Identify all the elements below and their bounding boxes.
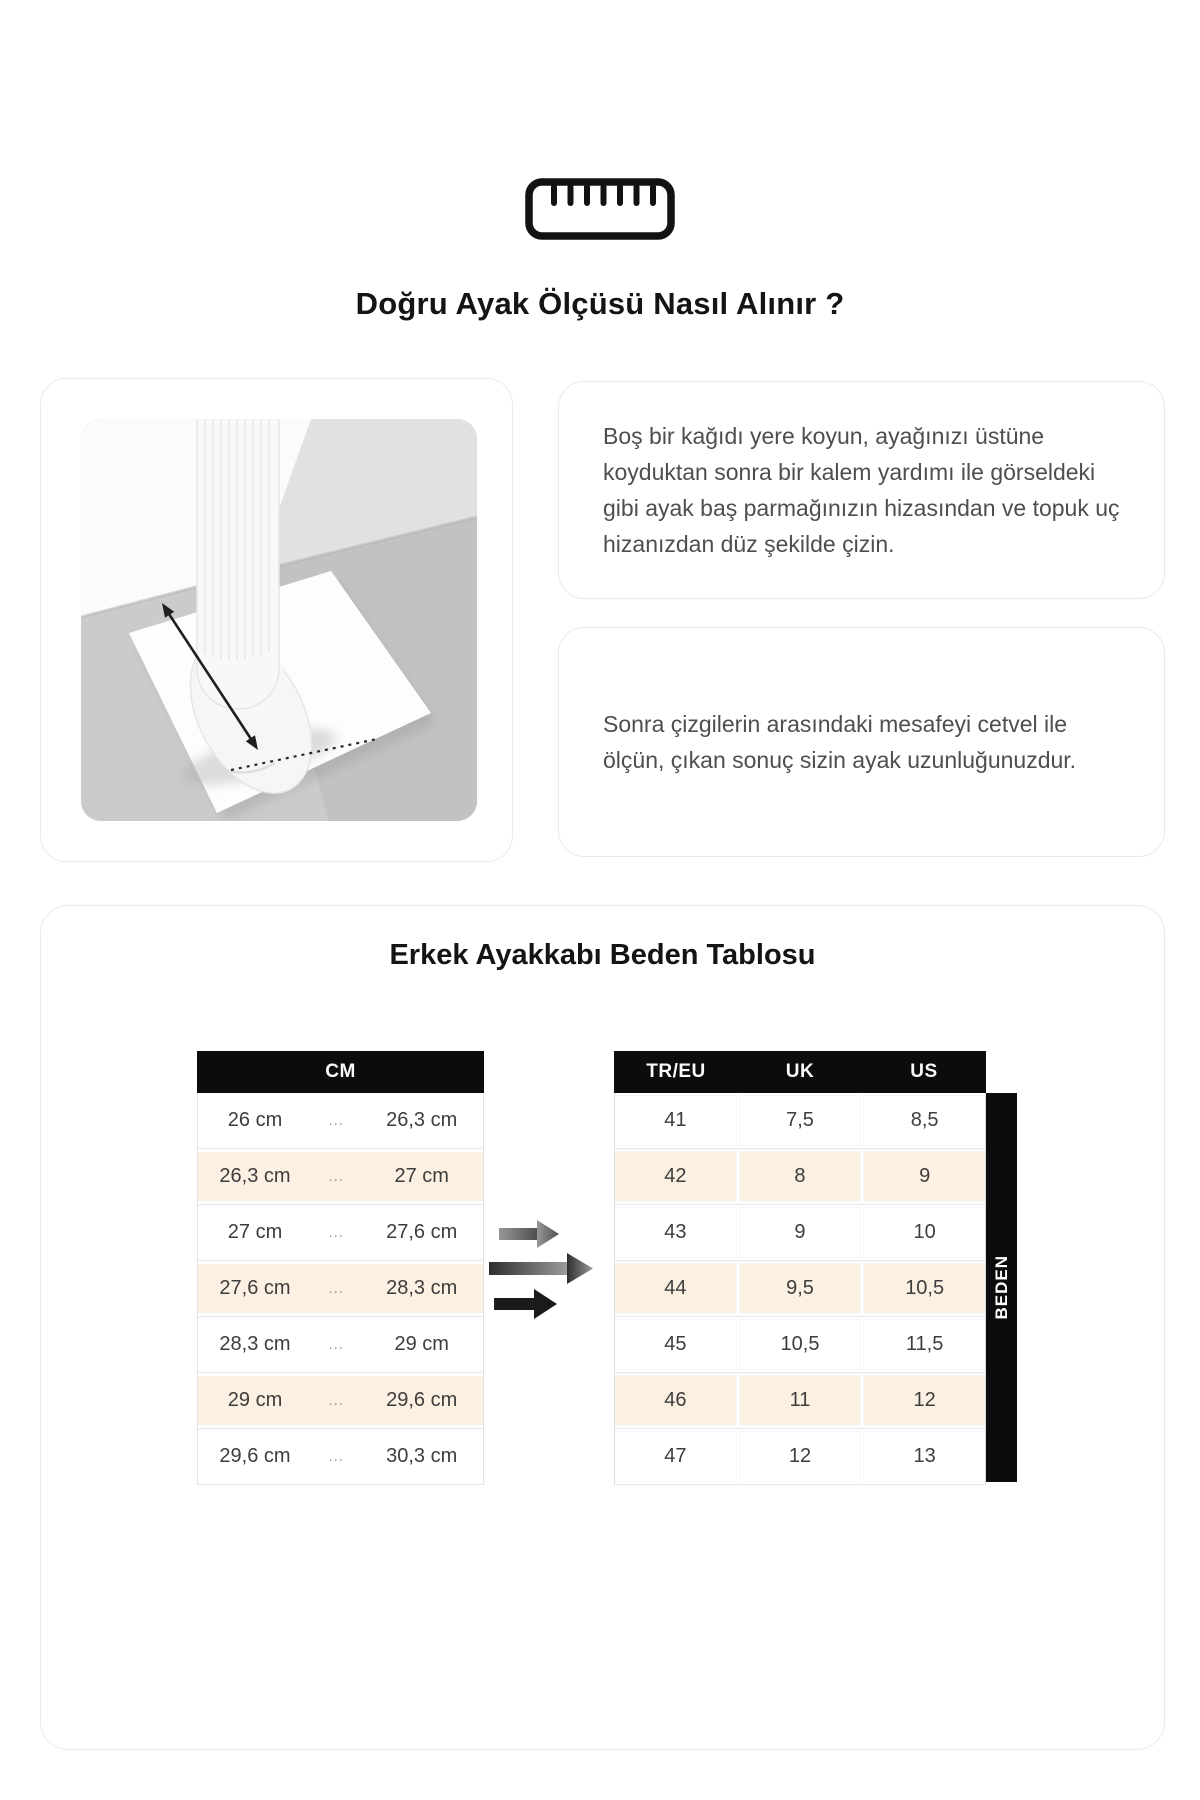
cm-range-to: 28,3 cm (386, 1277, 458, 1299)
table-row (198, 1372, 483, 1428)
size-table-header (614, 1051, 986, 1093)
table-row (198, 1093, 483, 1148)
ruler-icon (525, 178, 675, 240)
instruction-text-1: Boş bir kağıdı yere koyun, ayağınızı üstüne koyduktan sonra bir kalem yardımı ile görseldeki gibi ayak baş parmağınızın hizasından ve topuk uç hizanızdan düz şekilde çizin. (603, 423, 1120, 557)
size-uk: 10,5 (740, 1320, 861, 1369)
cm-table-header: CM (197, 1051, 484, 1093)
size-tr-eu: 44 (615, 1264, 736, 1313)
size-uk: 9 (740, 1208, 861, 1257)
cm-range-table (197, 1051, 484, 1485)
header-us: US (910, 1061, 938, 1082)
cm-range-dots: ... (328, 1112, 344, 1129)
size-tr-eu: 43 (615, 1208, 736, 1257)
header-uk: UK (785, 1061, 815, 1082)
foot-photo-illustration (81, 419, 477, 821)
table-row (198, 1428, 483, 1484)
size-chart-title: Erkek Ayakkabı Beden Tablosu (389, 939, 816, 971)
table-row (615, 1372, 985, 1428)
cm-range-to: 30,3 cm (386, 1445, 458, 1467)
table-row (198, 1316, 483, 1372)
size-us: 10 (864, 1208, 985, 1257)
cm-range-dots: ... (328, 1280, 344, 1297)
size-us: 10,5 (864, 1264, 985, 1313)
conversion-arrows-icon (489, 1206, 604, 1321)
size-tr-eu: 47 (615, 1432, 736, 1481)
table-row (198, 1148, 483, 1204)
size-uk: 9,5 (740, 1264, 861, 1313)
cm-range-from: 29 cm (227, 1389, 283, 1411)
table-row (198, 1260, 483, 1316)
cm-range-dots: ... (328, 1336, 344, 1353)
beden-side-bar (986, 1093, 1017, 1482)
size-tr-eu: 41 (615, 1096, 736, 1145)
size-tr-eu: 45 (615, 1320, 736, 1369)
cm-range-dots: ... (328, 1224, 344, 1241)
table-row (615, 1093, 985, 1148)
size-us: 11,5 (864, 1320, 985, 1369)
cm-range-to: 26,3 cm (386, 1109, 458, 1131)
size-conversion-table (614, 1051, 986, 1485)
ruler-icon-wrap (0, 178, 1200, 240)
beden-side-label: BEDEN (991, 1255, 1011, 1320)
size-table-body (614, 1093, 986, 1485)
size-uk: 12 (740, 1432, 861, 1481)
cm-range-from: 26,3 cm (219, 1165, 291, 1187)
size-uk: 11 (740, 1376, 861, 1425)
size-tr-eu: 46 (615, 1376, 736, 1425)
cm-range-from: 29,6 cm (219, 1445, 291, 1467)
cm-range-from: 26 cm (227, 1109, 283, 1131)
instruction-box-1 (558, 381, 1165, 599)
cm-range-to: 29,6 cm (386, 1389, 458, 1411)
cm-range-to: 29 cm (394, 1333, 449, 1355)
size-tr-eu: 42 (615, 1152, 736, 1201)
cm-range-from: 27,6 cm (219, 1277, 291, 1299)
cm-range-from: 28,3 cm (219, 1333, 291, 1355)
cm-range-dots: ... (328, 1448, 344, 1465)
size-us: 9 (864, 1152, 985, 1201)
instruction-text-2: Sonra çizgilerin arasındaki mesafeyi cetvel ile ölçün, çıkan sonuç sizin ayak uzunluğunuzdur. (603, 711, 1077, 773)
instruction-box-2 (558, 627, 1165, 857)
table-row (615, 1148, 985, 1204)
table-row (615, 1204, 985, 1260)
page-title: Doğru Ayak Ölçüsü Nasıl Alınır ? (355, 286, 845, 321)
cm-range-to: 27,6 cm (386, 1221, 458, 1243)
size-us: 8,5 (864, 1096, 985, 1145)
size-chart-card (40, 905, 1165, 1750)
foot-measurement-photo (81, 419, 477, 821)
size-us: 13 (864, 1432, 985, 1481)
cm-range-to: 27 cm (394, 1165, 449, 1187)
table-row (198, 1204, 483, 1260)
table-row (615, 1428, 985, 1484)
size-us: 12 (864, 1376, 985, 1425)
cm-range-dots: ... (328, 1168, 344, 1185)
cm-range-from: 27 cm (227, 1221, 283, 1243)
header-tr-eu: TR/EU (646, 1061, 706, 1082)
cm-table-body (197, 1093, 484, 1485)
cm-range-dots: ... (328, 1392, 344, 1409)
table-row (615, 1316, 985, 1372)
table-row (615, 1260, 985, 1316)
size-uk: 7,5 (740, 1096, 861, 1145)
measurement-photo-card (40, 378, 513, 862)
size-uk: 8 (740, 1152, 861, 1201)
